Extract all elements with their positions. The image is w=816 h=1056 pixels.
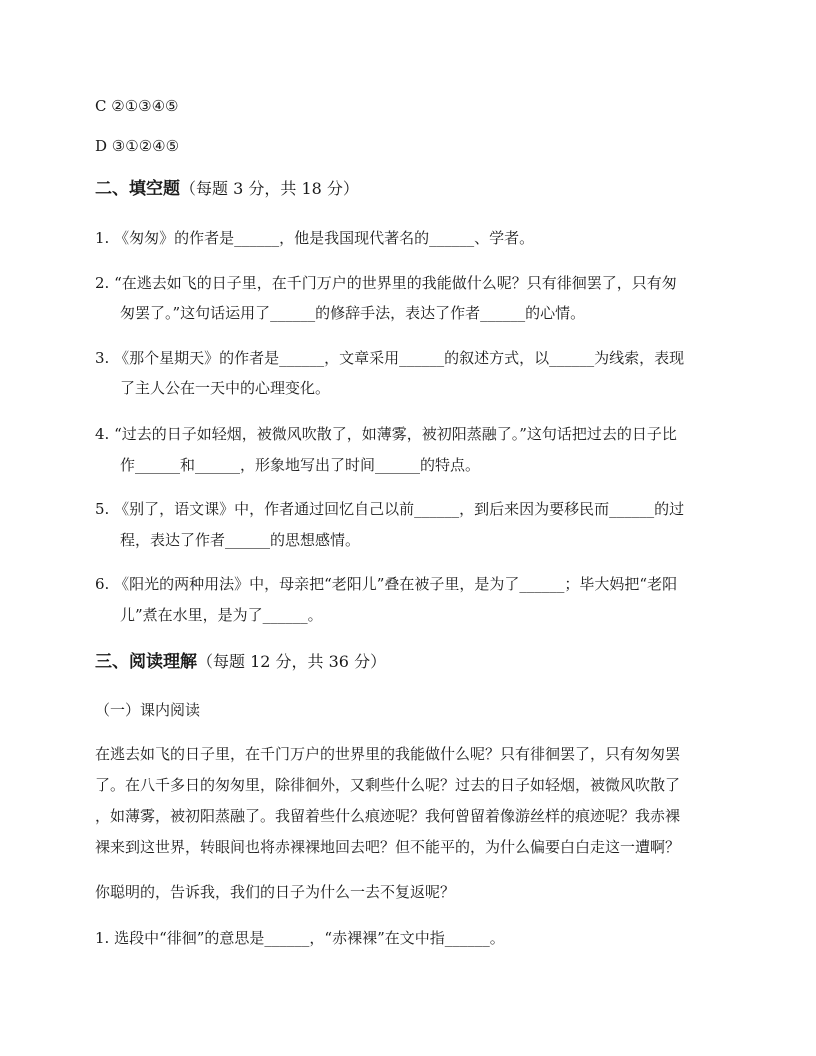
section-title: 二、填空题 <box>95 179 180 199</box>
passage-line-4: 裸来到这世界，转眼间也将赤裸裸地回去吧？但不能平的，为什么偏要白白走这一遭啊？ <box>95 838 681 856</box>
section-title: 三、阅读理解 <box>95 652 197 672</box>
passage-line-1: 在逃去如飞的日子里，在千门万户的世界里的我能做什么呢？只有徘徊罢了，只有匆匆罢 <box>95 745 681 763</box>
question-1: 1. 《匆匆》的作者是______，他是我国现代著名的______、学者。 <box>95 229 535 247</box>
question-2-line-2: 匆罢了。”这句话运用了______的修辞手法，表达了作者______的心情。 <box>120 304 586 322</box>
subsection-title: （一）课内阅读 <box>95 701 201 719</box>
passage-line-3: ，如薄雾，被初阳蒸融了。我留着些什么痕迹呢？我何曾留着像游丝样的痕迹呢？我赤裸 <box>95 807 681 825</box>
section-heading-fill-blank <box>95 178 735 200</box>
question-3-line-1: 3. 《那个星期天》的作者是______，文章采用______的叙述方式，以______为线索，表现 <box>95 349 685 367</box>
question-5-line-2: 程，表达了作者______的思想感情。 <box>120 531 361 549</box>
section-note: （每题 3 分，共 18 分） <box>180 179 359 198</box>
passage-line-2: 了。在八千多日的匆匆里，除徘徊外，又剩些什么呢？过去的日子如轻烟，被微风吹散了 <box>95 776 681 794</box>
question-3-line-2: 了主人公在一天中的心理变化。 <box>120 379 331 397</box>
reading-question-1: 1. 选段中“徘徊”的意思是______，“赤裸裸”在文中指______。 <box>95 929 505 947</box>
option-d: D ③①②④⑤ <box>95 137 180 155</box>
question-4-line-2: 作______和______，形象地写出了时间______的特点。 <box>120 456 481 474</box>
question-4-line-1: 4. “过去的日子如轻烟，被微风吹散了，如薄雾，被初阳蒸融了。”这句话把过去的日子比 <box>95 425 677 443</box>
question-6-line-1: 6. 《阳光的两种用法》中，母亲把“老阳儿”叠在被子里，是为了______；毕大妈把“老阳 <box>95 575 678 593</box>
question-5-line-1: 5. 《别了，语文课》中，作者通过回忆自己以前______，到后来因为要移民而______的过 <box>95 500 685 518</box>
question-2-line-1: 2. “在逃去如飞的日子里，在千门万户的世界里的我能做什么呢？只有徘徊罢了，只有匆 <box>95 274 677 292</box>
section-note: （每题 12 分，共 36 分） <box>197 652 387 671</box>
passage-line-5: 你聪明的，告诉我，我们的日子为什么一去不复返呢？ <box>95 883 456 901</box>
section-heading-reading <box>95 651 735 673</box>
question-6-line-2: 儿”煮在水里，是为了______。 <box>120 606 323 624</box>
option-c: C ②①③④⑤ <box>95 97 179 115</box>
